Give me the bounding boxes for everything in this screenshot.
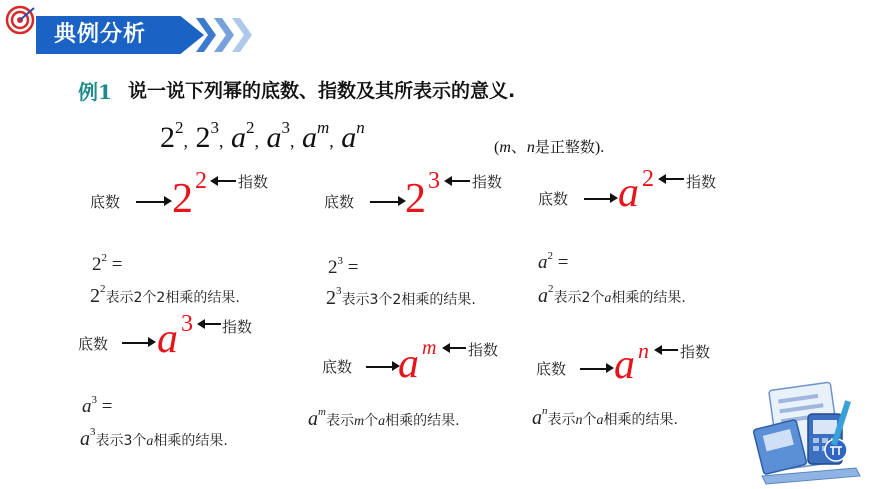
base-label: 底数	[78, 335, 109, 353]
page-title: 典例分析	[54, 22, 147, 47]
arrow-line	[450, 180, 470, 182]
question-label: 例1	[78, 80, 112, 104]
condition-note: (m、n是正整数).	[494, 138, 605, 156]
base-label: 底数	[322, 358, 353, 376]
base-label: 底数	[538, 190, 569, 208]
equation: $2^3$ =	[328, 255, 359, 278]
meaning-text: $2^3$表示3个2相乘的结果.	[326, 285, 476, 309]
meaning-text: $a^3$表示3个a相乘的结果.	[80, 426, 228, 450]
power-a-2: a	[618, 170, 639, 216]
arrow-line	[216, 180, 236, 182]
equation: $a^2$ =	[538, 250, 569, 273]
arrow-line	[448, 347, 466, 349]
arrow-line	[122, 342, 150, 344]
target-icon	[4, 4, 36, 36]
chevron-right-icon	[214, 18, 234, 52]
exponent-label: 指数	[680, 343, 711, 361]
exponent-m: m	[422, 337, 437, 359]
arrow-line	[370, 201, 400, 203]
exponent-label: 指数	[468, 341, 499, 359]
exponent-label: 指数	[238, 173, 269, 191]
exponent-label: 指数	[472, 173, 503, 191]
meaning-text: $a^n$表示n个a相乘的结果.	[532, 405, 678, 429]
arrow-line	[136, 201, 166, 203]
power-2-2: 2	[172, 176, 193, 222]
meaning-text: $a^m$表示m个a相乘的结果.	[308, 406, 460, 430]
question-text: 说一说下列幂的底数、指数及其所表示的意义.	[128, 80, 516, 102]
meaning-text: $2^2$表示2个2相乘的结果.	[90, 283, 240, 307]
equation: $a^3$ =	[82, 394, 113, 417]
power-a-3: a	[157, 316, 178, 362]
exponent-2: 2	[642, 166, 654, 192]
arrow-line	[203, 323, 221, 325]
chevron-right-icon	[232, 18, 252, 52]
arrow-right-icon	[610, 193, 618, 203]
base-label: 底数	[324, 193, 355, 211]
arrow-right-icon	[164, 196, 172, 206]
math-books-illustration	[752, 380, 868, 486]
base-label: 底数	[90, 193, 121, 211]
exponent-3: 3	[181, 311, 193, 337]
power-2-3: 2	[405, 176, 426, 222]
base-label: 底数	[536, 360, 567, 378]
arrow-line	[660, 349, 678, 351]
exponent-label: 指数	[222, 318, 253, 336]
arrow-right-icon	[148, 337, 156, 347]
arrow-line	[664, 178, 684, 180]
power-list: $2^2$, $2^3$, $a^2$, $a^3$, $a^m$, $a^n$	[160, 118, 365, 154]
arrow-right-icon	[606, 363, 614, 373]
power-a-n: a	[614, 342, 635, 388]
exponent-n: n	[638, 338, 649, 363]
arrow-line	[584, 198, 612, 200]
equation: $2^2$ =	[92, 252, 123, 275]
arrow-line	[580, 368, 608, 370]
power-a-m: a	[398, 341, 419, 387]
exponent-3: 3	[428, 168, 440, 194]
arrow-line	[366, 366, 394, 368]
meaning-text: $a^2$表示2个a相乘的结果.	[538, 283, 686, 307]
exponent-label: 指数	[686, 173, 717, 191]
exponent-2: 2	[195, 168, 207, 194]
